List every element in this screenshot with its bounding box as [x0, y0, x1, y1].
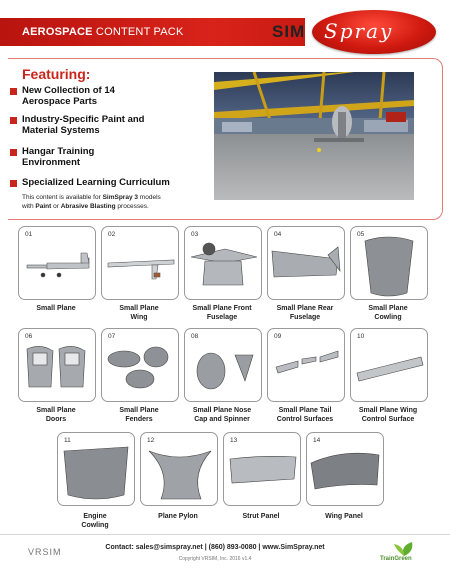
part-caption	[135, 512, 221, 521]
part-number: 12	[147, 437, 155, 444]
caption-line1: Small Plane Nose	[192, 407, 252, 414]
part-card-08	[184, 328, 262, 402]
feature-4-line1: Specialized Learning Curriculum	[22, 177, 170, 188]
feature-2-line1: Industry-Specific Paint and	[22, 114, 145, 125]
caption-line1: Small Plane	[36, 407, 76, 414]
part-card-14	[306, 432, 384, 506]
feature-1-line1: New Collection of 14	[22, 85, 115, 96]
caption-line1: Small Plane	[368, 305, 408, 312]
part-number: 14	[313, 437, 321, 444]
caption-line1: Small Plane	[36, 305, 76, 312]
part-card-07	[101, 328, 179, 402]
bullet-3	[10, 149, 17, 156]
part-caption	[13, 406, 99, 424]
part-card-12	[140, 432, 218, 506]
note-text: This content is available for	[22, 194, 103, 201]
part-number: 05	[357, 231, 365, 238]
traingreen-text: TrainGreen	[380, 556, 412, 562]
caption-line2: Control Surfaces	[276, 416, 334, 423]
part-caption	[96, 304, 182, 322]
caption-line1: Plane Pylon	[158, 513, 198, 520]
logo-spray-text: Spray	[324, 19, 394, 43]
part-caption	[345, 304, 431, 322]
part-card-09	[267, 328, 345, 402]
part-card-10	[350, 328, 428, 402]
header	[0, 8, 450, 56]
note-text: or	[51, 202, 61, 210]
note-text: processes.	[115, 202, 149, 210]
caption-line2: Control Surface	[361, 416, 415, 423]
logo-oval	[312, 10, 436, 54]
caption-line1: Small Plane Rear	[276, 305, 334, 312]
feature-1-line2: Aerospace Parts	[22, 96, 97, 107]
part-number: 03	[191, 231, 199, 238]
part-card-01	[18, 226, 96, 300]
feature-2-line2: Material Systems	[22, 125, 100, 136]
part-number: 11	[64, 437, 71, 444]
part-caption	[301, 512, 387, 521]
caption-line2: Cowling	[374, 314, 402, 321]
hangar-image	[214, 72, 414, 200]
caption-line2: Doors	[45, 416, 67, 423]
note-text: models	[138, 194, 161, 201]
part-caption	[179, 304, 265, 322]
logo-sim-text: SIM	[272, 22, 306, 41]
part-card-11	[57, 432, 135, 506]
title-bold: AEROSPACE	[22, 26, 93, 38]
part-card-05	[350, 226, 428, 300]
part-card-02	[101, 226, 179, 300]
part-caption	[262, 406, 348, 424]
caption-line1: Small Plane Wing	[358, 407, 418, 414]
availability-note	[22, 194, 212, 211]
title-rest: CONTENT PACK	[92, 26, 184, 38]
note-bold: Abrasive Blasting	[60, 202, 116, 210]
footer-divider	[0, 534, 450, 535]
copyright-text: Copyright VRSIM, Inc. 2016 v1.4	[178, 556, 252, 562]
contact-line: Contact: sales@simspray.net | (860) 893-0080 | www.SimSpray.net	[105, 544, 325, 551]
feature-item-2	[22, 114, 197, 136]
traingreen-logo	[378, 540, 426, 568]
caption-line1: Small Plane Tail	[278, 407, 332, 414]
part-number: 04	[274, 231, 282, 238]
caption-line2: Cowling	[81, 522, 109, 529]
feature-3-line1: Hangar Training	[22, 146, 95, 157]
part-caption	[52, 512, 138, 530]
bullet-1	[10, 88, 17, 95]
note-text: with	[22, 202, 36, 210]
caption-line1: Strut Panel	[242, 513, 280, 520]
part-card-04	[267, 226, 345, 300]
bullet-4	[10, 180, 17, 187]
part-number: 09	[274, 333, 282, 340]
caption-line2: Fuselage	[206, 314, 238, 321]
part-number: 06	[25, 333, 33, 340]
caption-line2: Wing	[130, 314, 148, 321]
vrsim-logo: VRSIM	[28, 547, 62, 557]
part-number: 08	[191, 333, 199, 340]
part-caption	[96, 406, 182, 424]
part-card-13	[223, 432, 301, 506]
part-number: 02	[108, 231, 116, 238]
part-number: 10	[357, 333, 365, 340]
part-caption	[179, 406, 265, 424]
part-number: 13	[230, 437, 238, 444]
caption-line2: Fenders	[125, 416, 153, 423]
feature-item-4	[22, 177, 197, 188]
part-caption	[345, 406, 431, 424]
part-caption	[218, 512, 304, 521]
part-number: 07	[108, 333, 116, 340]
part-card-06	[18, 328, 96, 402]
featuring-title: Featuring:	[22, 66, 91, 82]
feature-3-line2: Environment	[22, 157, 81, 168]
note-bold: Paint	[35, 202, 52, 210]
part-caption	[262, 304, 348, 322]
part-card-03	[184, 226, 262, 300]
caption-line1: Engine	[83, 513, 107, 520]
page-title	[22, 26, 184, 38]
part-caption	[13, 304, 99, 313]
simspray-logo	[268, 10, 438, 54]
feature-item-1	[22, 85, 197, 107]
part-number: 01	[25, 231, 33, 238]
bullet-2	[10, 117, 17, 124]
caption-line1: Small Plane	[119, 407, 159, 414]
caption-line2: Cap and Spinner	[194, 416, 250, 423]
caption-line1: Wing Panel	[325, 513, 363, 520]
note-bold: SimSpray 3	[102, 194, 138, 201]
caption-line2: Fuselage	[289, 314, 321, 321]
caption-line1: Small Plane	[119, 305, 159, 312]
caption-line1: Small Plane Front	[192, 305, 252, 312]
feature-item-3	[22, 146, 197, 168]
